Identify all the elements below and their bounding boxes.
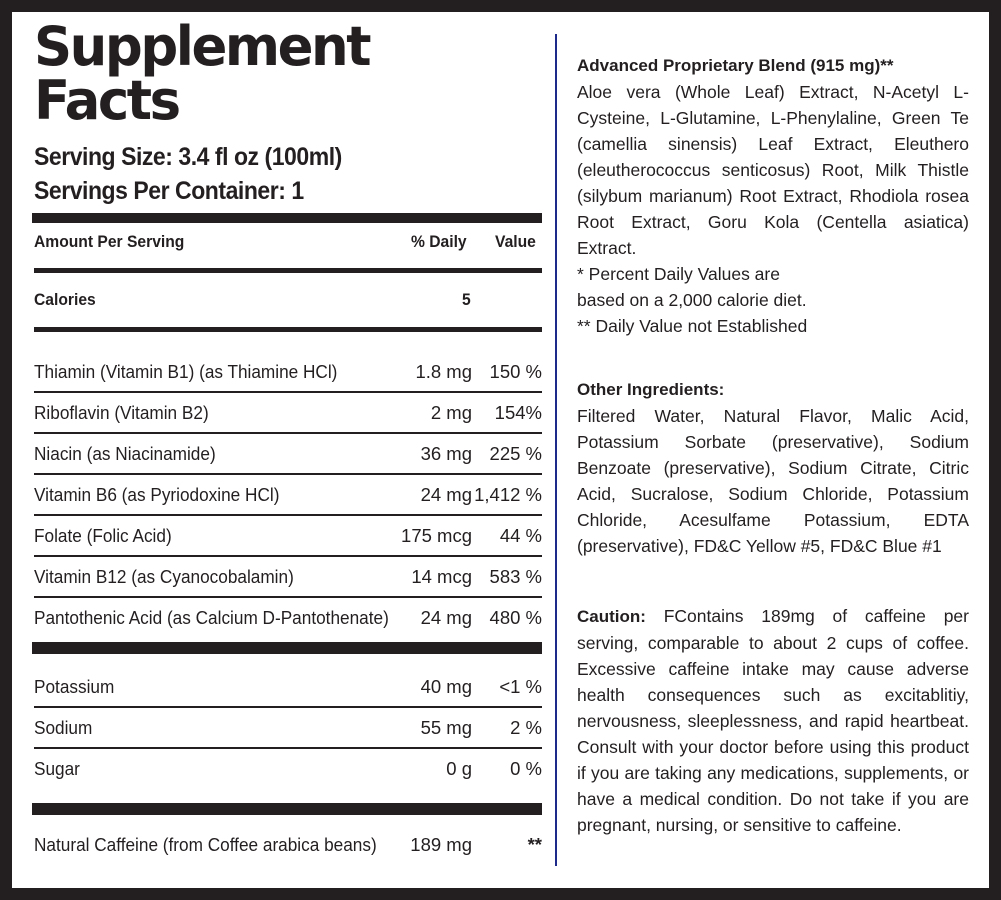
column-divider (555, 34, 557, 866)
nutrient-amount: 55 mg (420, 717, 472, 738)
footnote-3: ** Daily Value not Established (577, 316, 808, 336)
caffeine-name: Natural Caffeine (from Coffee arabica beans) (34, 834, 377, 855)
other-heading: Other Ingredients: (577, 380, 725, 399)
row-divider (34, 747, 542, 749)
facts-table (32, 12, 542, 888)
row-divider (34, 596, 542, 598)
nutrient-pct: 150 % (489, 361, 542, 382)
nutrient-name: Pantothenic Acid (as Calcium D-Pantothenate) (34, 607, 389, 628)
nutrient-name: Folate (Folic Acid) (34, 525, 172, 546)
nutrient-pct: 0 % (510, 758, 542, 779)
caution-text: FContains 189mg of caffeine per serving, comparable to about 2 cups of coffee. Excessive caffeine intake may cause adverse health consequences such as excitablitiy, nervousness, sleeplessness, and rapid heartbeat. Consult with your doctor before using this product if you are taking any medications, supplements, or have a medical condition. Do not take if you are pregnant, nursing, or sensitive to caffeine. (577, 606, 969, 835)
nutrient-amount: 1.8 mg (415, 361, 472, 382)
row-divider (34, 391, 542, 393)
nutrient-pct: 583 % (489, 566, 542, 587)
proprietary-blend (577, 53, 969, 261)
nutrient-amount: 0 g (446, 758, 472, 779)
medium-rule (34, 268, 542, 273)
supplement-facts-panel (12, 12, 989, 888)
caution-paragraph (577, 603, 969, 838)
nutrient-name: Thiamin (Vitamin B1) (as Thiamine HCl) (34, 361, 338, 382)
nutrient-amount: 2 mg (430, 402, 472, 423)
other-text: Filtered Water, Natural Flavor, Malic Acid, Potassium Sorbate (preservative), Sodium Benzoate (preservative), Sodium Citrate, Citric Acid, Sucralose, Sodium Chloride, Potassium Chloride, Acesulfame Potassium, EDTA (preservative), FD&C Yellow #5, FD&C Blue #1 (577, 406, 969, 556)
nutrient-name: Potassium (34, 676, 115, 697)
row-divider (34, 473, 542, 475)
row-divider (34, 555, 542, 557)
nutrient-name: Niacin (as Niacinamide) (34, 443, 216, 464)
nutrient-amount: 40 mg (420, 676, 472, 697)
caffeine-pct: ** (527, 834, 542, 855)
thick-rule (32, 213, 542, 223)
nutrient-amount: 36 mg (420, 443, 472, 464)
nutrient-amount: 24 mg (420, 484, 472, 505)
row-divider (34, 514, 542, 516)
nutrient-amount: 14 mcg (411, 566, 472, 587)
caffeine-amount: 189 mg (410, 834, 472, 855)
thick-rule (32, 803, 542, 815)
calories-value: 5 (462, 290, 471, 309)
footnote-1: * Percent Daily Values are (577, 264, 780, 284)
nutrient-pct: <1 % (499, 676, 542, 697)
nutrient-pct: 480 % (489, 607, 542, 628)
row-divider (34, 432, 542, 434)
row-divider (34, 706, 542, 708)
nutrient-pct: 1,412 % (474, 484, 542, 505)
footnotes (577, 261, 969, 339)
nutrient-amount: 175 mcg (401, 525, 472, 546)
nutrient-name: Sodium (34, 717, 93, 738)
nutrient-pct: 2 % (510, 717, 542, 738)
nutrient-pct: 225 % (489, 443, 542, 464)
title-line-2: Facts (34, 69, 179, 132)
nutrient-amount: 24 mg (420, 607, 472, 628)
blend-heading: Advanced Proprietary Blend (915 mg)** (577, 56, 894, 75)
value-header: Value (495, 232, 536, 251)
nutrient-pct: 154% (494, 402, 542, 423)
page-title (34, 15, 370, 132)
nutrient-name: Vitamin B12 (as Cyanocobalamin) (34, 566, 294, 587)
other-ingredients (577, 377, 969, 559)
nutrient-name: Sugar (34, 758, 80, 779)
calories-label: Calories (34, 290, 96, 309)
servings-per-container: Servings Per Container: 1 (34, 177, 304, 205)
medium-rule (34, 327, 542, 332)
nutrient-pct: 44 % (499, 525, 542, 546)
blend-text: Aloe vera (Whole Leaf) Extract, N-Acetyl L-Cysteine, L-Glutamine, L-Phenylaline, Green Te (camellia sinensis) Leaf Extract, Eleuthero (eleutherococcus senticosus) Root, Milk Thistle (silybum marianum) Root Extract, Rhodiola rosea Root Extract, Goru Kola (Centella asiatica) Extract. (577, 82, 969, 258)
caution-label: Caution: (577, 607, 646, 626)
title-line-1: Supplement (34, 15, 370, 78)
nutrient-name: Riboflavin (Vitamin B2) (34, 402, 209, 423)
serving-size: Serving Size: 3.4 fl oz (100ml) (34, 143, 342, 171)
daily-header: % Daily (411, 232, 467, 251)
amount-per-serving-header: Amount Per Serving (34, 232, 185, 251)
nutrient-name: Vitamin B6 (as Pyriodoxine HCl) (34, 484, 280, 505)
thick-rule (32, 642, 542, 654)
footnote-2: based on a 2,000 calorie diet. (577, 290, 807, 310)
caution (577, 603, 969, 838)
